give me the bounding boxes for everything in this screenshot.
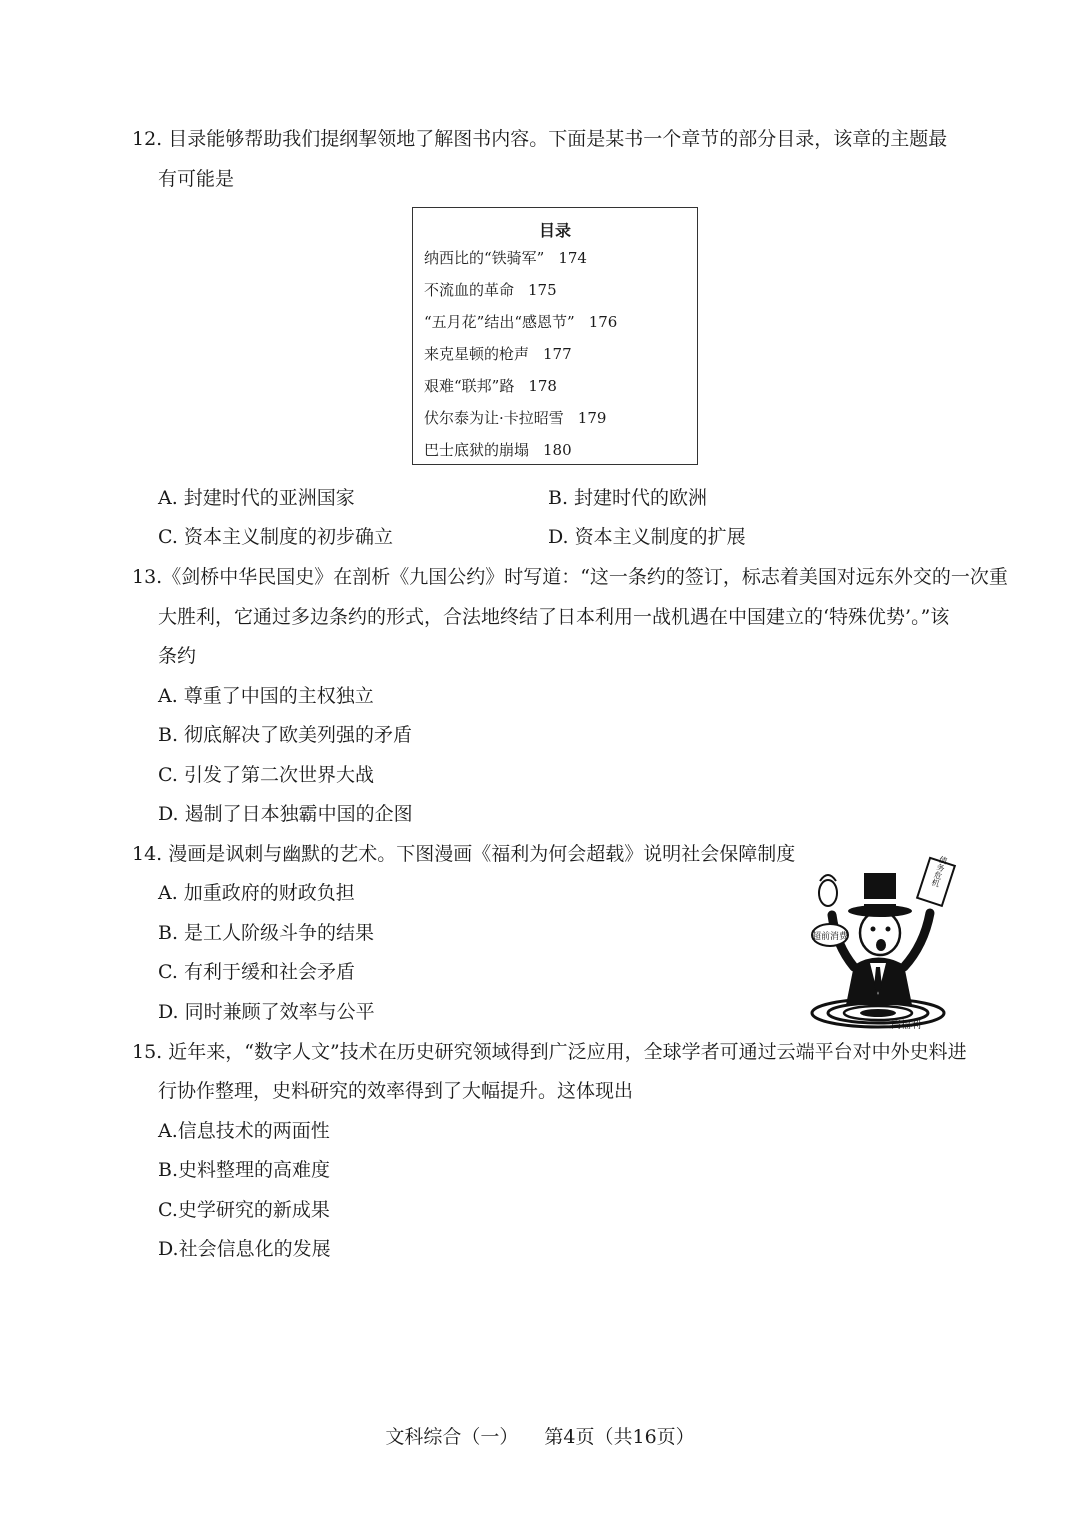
page-footer xyxy=(0,1422,1080,1449)
toc-item xyxy=(424,376,557,396)
toc-item-page: 176 xyxy=(588,313,618,331)
toc-item xyxy=(424,312,617,332)
toc-item xyxy=(424,248,587,268)
toc-title: 目录 xyxy=(538,221,571,240)
toc-item-page: 178 xyxy=(528,377,557,395)
toc-item-page: 174 xyxy=(558,249,587,267)
q13-option-b[interactable]: B. 彻底解决了欧美列强的矛盾 xyxy=(158,724,413,746)
toc-item xyxy=(424,440,572,460)
cartoon-label-bag: 超前消费 xyxy=(811,932,849,942)
toc-item xyxy=(424,280,557,300)
q12-option-c[interactable]: C. 资本主义制度的初步确立 xyxy=(158,526,393,548)
toc-item-page: 175 xyxy=(528,281,557,299)
q13-option-a[interactable]: A. 尊重了中国的主权独立 xyxy=(158,685,374,707)
q12-stem-line1: 12. 目录能够帮助我们提纲挈领地了解图书内容。下面是某书一个章节的部分目录，该章的主题最 xyxy=(132,128,948,150)
toc-item xyxy=(424,408,606,428)
cartoon-label-book: 债务危机 xyxy=(930,855,949,888)
toc-item-text: 伏尔泰为让·卡拉昭雪 xyxy=(424,409,564,427)
q14-stem-line1: 14. 漫画是讽刺与幽默的艺术。下图漫画《福利为何会超载》说明社会保障制度 xyxy=(132,843,796,865)
q12-stem-line2: 有可能是 xyxy=(158,168,235,190)
q12-option-d[interactable]: D. 资本主义制度的扩展 xyxy=(548,526,746,548)
q15-stem-line2: 行协作整理，史料研究的效率得到了大幅提升。这体现出 xyxy=(158,1080,634,1102)
q14-option-a[interactable]: A. 加重政府的财政负担 xyxy=(158,882,355,904)
q12-option-b[interactable]: B. 封建时代的欧洲 xyxy=(548,487,708,509)
q15-option-b[interactable]: B.史料整理的高难度 xyxy=(158,1159,331,1181)
q13-option-d[interactable]: D. 遏制了日本独霸中国的企图 xyxy=(158,803,413,825)
toc-item-text: 纳西比的“铁骑军” xyxy=(424,249,545,267)
q15-option-d[interactable]: D.社会信息化的发展 xyxy=(158,1238,331,1260)
q14-option-c[interactable]: C. 有利于缓和社会矛盾 xyxy=(158,961,355,983)
q15-option-a[interactable]: A.信息技术的两面性 xyxy=(158,1120,330,1142)
toc-item-text: 来克星顿的枪声 xyxy=(424,345,530,363)
q13-stem-line2: 大胜利，它通过多边条约的形式，合法地终结了日本利用一战机遇在中国建立的‘特殊优势’。”该 xyxy=(158,606,950,628)
q12-option-a[interactable]: A. 封建时代的亚洲国家 xyxy=(158,487,355,509)
q14-option-b[interactable]: B. 是工人阶级斗争的结果 xyxy=(158,922,375,944)
toc-item-page: 179 xyxy=(577,409,607,427)
q13-stem-line3: 条约 xyxy=(158,645,197,667)
toc-item-page: 180 xyxy=(543,441,572,459)
welfare-cartoon-image xyxy=(808,855,958,1030)
cartoon-label-water: 高福利 xyxy=(891,1020,921,1030)
footer-subject: 文科综合（一） xyxy=(385,1426,519,1448)
toc-item-text: “五月花”结出“感恩节” xyxy=(424,313,575,331)
q13-option-c[interactable]: C. 引发了第二次世界大战 xyxy=(158,764,374,786)
toc-item-page: 177 xyxy=(543,345,572,363)
q14-option-d[interactable]: D. 同时兼顾了效率与公平 xyxy=(158,1001,375,1023)
q15-option-c[interactable]: C.史学研究的新成果 xyxy=(158,1199,330,1221)
toc-item xyxy=(424,344,572,364)
table-of-contents-box xyxy=(412,207,698,465)
toc-item-text: 不流血的革命 xyxy=(424,281,515,299)
toc-item-text: 巴士底狱的崩塌 xyxy=(424,441,530,459)
footer-page-number: 第4页（共16页） xyxy=(544,1426,695,1448)
q15-stem-line1: 15. 近年来，“数字人文”技术在历史研究领域得到广泛应用，全球学者可通过云端平台对中外史料进 xyxy=(132,1041,967,1063)
q13-stem-line1: 13.《剑桥中华民国史》在剖析《九国公约》时写道：“这一条约的签订，标志着美国对远东外交的一次重 xyxy=(132,566,1008,588)
toc-item-text: 艰难“联邦”路 xyxy=(424,377,515,395)
